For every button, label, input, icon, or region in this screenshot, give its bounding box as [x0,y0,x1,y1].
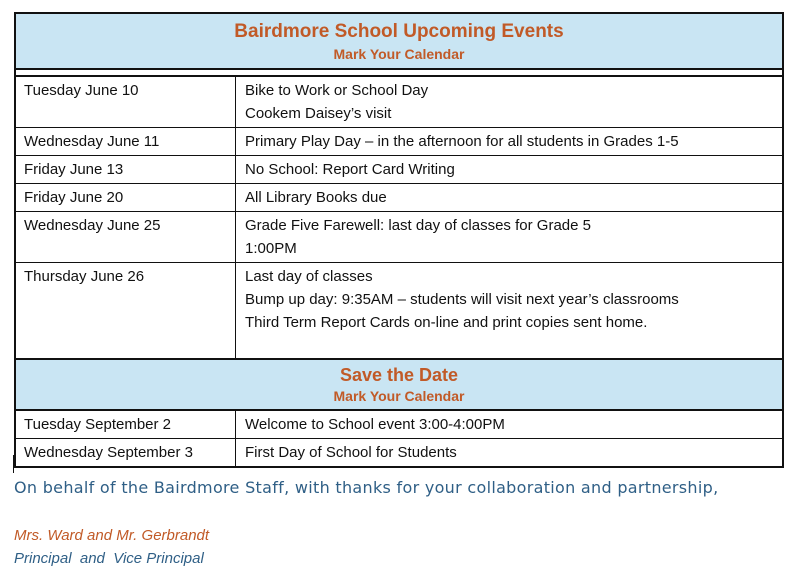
event-detail-line: Bump up day: 9:35AM – students will visit next year’s classrooms [245,291,679,308]
event-row [16,156,782,184]
event-detail-line: Grade Five Farewell: last day of classes for Grade 5 [245,217,591,234]
save-date-subtitle: Mark Your Calendar [333,388,465,404]
event-details [236,212,782,262]
event-detail-line: Welcome to School event 3:00-4:00PM [245,416,505,433]
event-date: Friday June 20 [16,184,236,211]
event-detail-line: First Day of School for Students [245,444,457,461]
event-date: Thursday June 26 [16,263,236,336]
event-row [16,439,782,466]
event-details [236,439,782,466]
event-row [16,128,782,156]
event-row [16,212,782,263]
event-row [16,411,782,439]
event-date: Tuesday September 2 [16,411,236,438]
events-header [16,14,782,70]
events-table [14,12,784,468]
event-detail-line: Bike to Work or School Day [245,82,429,99]
event-date: Friday June 13 [16,156,236,183]
event-date: Wednesday June 25 [16,212,236,262]
event-details [236,411,782,438]
event-detail-line: Last day of classes [245,268,373,285]
event-detail-line: No School: Report Card Writing [245,161,455,178]
signatories: Mrs. Ward and Mr. Gerbrandt [14,527,210,544]
signatory-roles: Principal and Vice Principal [14,550,204,567]
save-date-title: Save the Date [339,365,459,385]
event-row [16,263,782,336]
save-date-body [16,411,782,466]
event-row [16,77,782,128]
closing-message: On behalf of the Bairdmore Staff, with thanks for your collaboration and partnership, [14,478,719,497]
empty-row [16,336,782,359]
events-subtitle: Mark Your Calendar [333,46,465,62]
event-date: Wednesday September 3 [16,439,236,466]
event-detail-line: Cookem Daisey’s visit [245,105,392,122]
event-date: Tuesday June 10 [16,77,236,127]
event-row [16,184,782,212]
event-detail-line: All Library Books due [245,189,387,206]
event-details [236,77,782,127]
event-date: Wednesday June 11 [16,128,236,155]
event-detail-line: 1:00PM [245,240,297,257]
events-body [16,77,782,336]
event-detail-line: Third Term Report Cards on-line and print copies sent home. [245,314,648,331]
event-details [236,128,782,155]
event-details [236,156,782,183]
event-details [236,263,782,336]
events-title: Bairdmore School Upcoming Events [234,21,564,42]
text-cursor [13,455,14,473]
event-details [236,184,782,211]
header-divider [16,70,782,77]
save-date-header [16,359,782,411]
event-detail-line: Primary Play Day – in the afternoon for all students in Grades 1-5 [245,133,679,150]
